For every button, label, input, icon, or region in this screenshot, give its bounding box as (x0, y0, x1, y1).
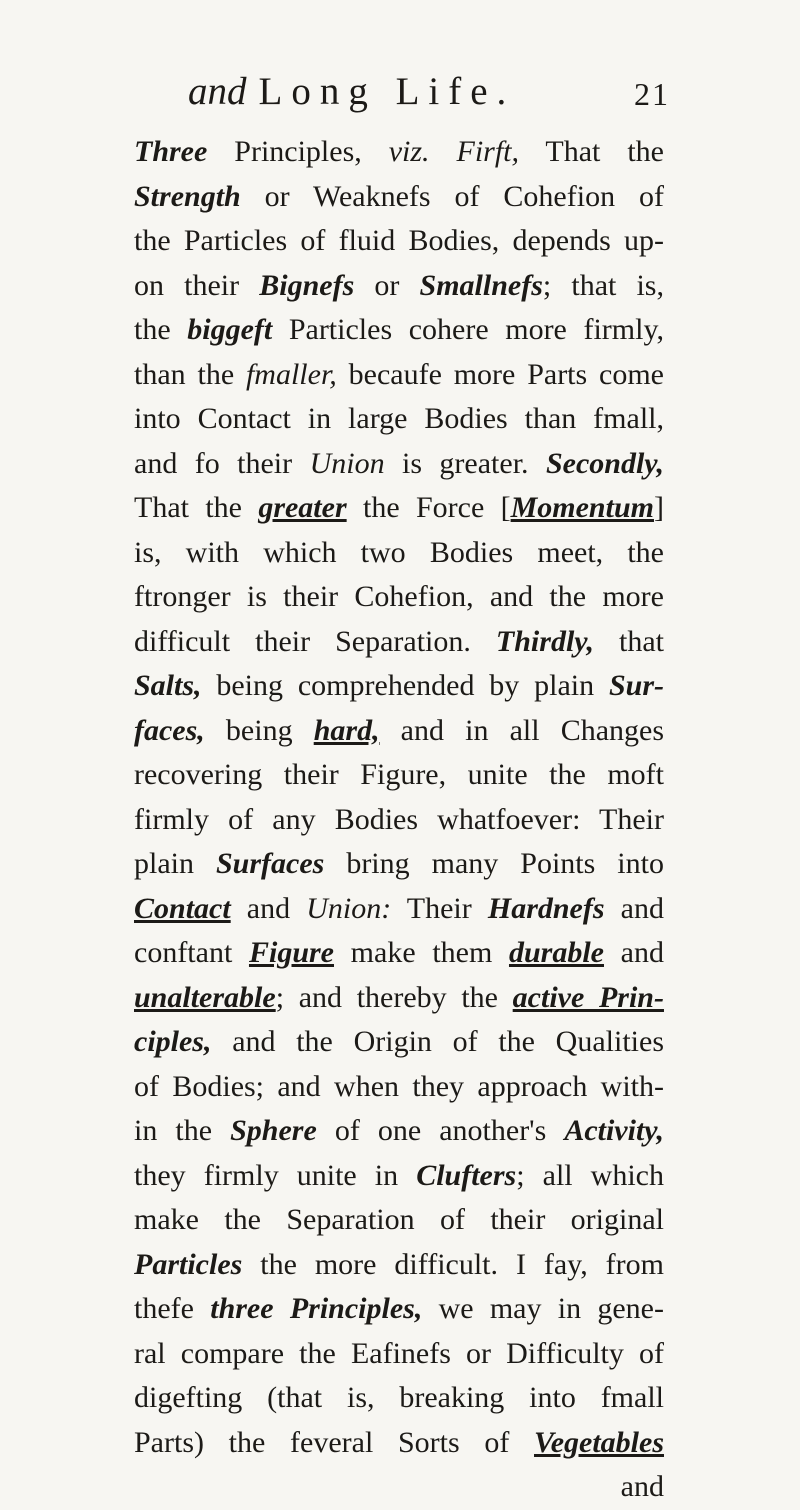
text-segment: Momentum (510, 491, 654, 524)
text-line (134, 1109, 664, 1154)
text-segment: hard, (313, 713, 380, 747)
running-title: Long Life. (258, 70, 516, 113)
text-segment: ral compare the Eafinefs or Difficulty of (134, 1336, 664, 1370)
text-segment: Union: (306, 891, 392, 925)
text-segment: on their (134, 268, 260, 302)
text-line (134, 1332, 664, 1377)
text-line (134, 175, 664, 220)
text-segment: Clufters (416, 1158, 517, 1192)
text-line (134, 1287, 664, 1332)
text-line (134, 709, 664, 754)
text-line (134, 397, 664, 442)
text-line (134, 1020, 664, 1065)
text-line (134, 1465, 664, 1510)
text-segment: Secondly, (545, 446, 664, 480)
text-segment: Parts) the feveral Sorts of (134, 1425, 535, 1459)
text-line (134, 753, 664, 798)
text-segment: Hardnefs (487, 891, 605, 925)
text-segment: Salts, (134, 669, 202, 702)
text-line (134, 1154, 664, 1199)
text-line (134, 842, 664, 887)
text-line (134, 1243, 664, 1288)
text-line (134, 1065, 664, 1110)
text-line (134, 308, 664, 353)
text-segment: That the (519, 135, 664, 168)
text-segment: firmly of any Bodies whatfoever: Their (134, 802, 664, 836)
text-line (134, 1376, 664, 1421)
text-segment: and (230, 891, 307, 925)
header-and: and (188, 70, 247, 113)
text-segment: Contact (134, 891, 231, 925)
text-segment: Thirdly, (495, 624, 594, 658)
text-segment: and the Origin of the Qualities (211, 1025, 664, 1058)
text-segment: biggeft (187, 313, 273, 346)
text-line (134, 887, 664, 932)
text-line (134, 976, 664, 1021)
text-segment: than the (134, 357, 246, 391)
text-segment: of Bodies; and when they approach with- (134, 1069, 664, 1103)
text-segment: make them (334, 936, 509, 969)
text-line (134, 575, 664, 620)
text-segment: Principles, (207, 135, 389, 168)
text-segment: the Force [ (346, 491, 511, 524)
text-segment: faces, (134, 713, 205, 747)
text-segment: and fo their (134, 446, 310, 480)
text-segment: ; that is, (542, 268, 664, 302)
text-segment: we may in gene- (422, 1292, 664, 1325)
text-segment: and (620, 1470, 664, 1503)
text-line (134, 130, 664, 175)
text-segment: Firft, (456, 135, 520, 168)
text-segment: plain (134, 847, 216, 880)
text-line (134, 442, 664, 487)
text-segment: That the (134, 491, 259, 524)
text-line (134, 664, 664, 709)
running-header (188, 70, 670, 114)
text-segment: is, with which two Bodies meet, the (134, 535, 664, 569)
text-segment: or Weaknefs of Cohefion of (240, 179, 664, 213)
text-segment: and in all Changes (379, 713, 665, 747)
text-segment: ] (653, 491, 664, 524)
text-segment: Surfaces (215, 847, 325, 880)
page-number: 21 (634, 76, 670, 112)
text-segment: into Contact in large Bodies than fmall, (134, 402, 664, 435)
text-segment: ; and thereby the (275, 980, 513, 1014)
text-segment: fmaller, (245, 357, 337, 391)
text-segment: Sphere (230, 1114, 317, 1147)
text-segment: unalterable (134, 980, 276, 1014)
text-segment: that (593, 624, 664, 658)
text-segment: and (604, 891, 664, 925)
text-segment: recovering their Figure, unite the moft (134, 758, 664, 791)
text-segment: thefe (134, 1292, 211, 1325)
text-segment: Vegetables (534, 1425, 664, 1459)
text-segment: difficult their Separation. (134, 624, 496, 658)
text-segment: Sur- (608, 669, 664, 702)
text-segment: Activity, (564, 1114, 664, 1147)
text-segment: digefting (that is, breaking into fmall (134, 1381, 664, 1414)
text-segment: Particles (134, 1247, 243, 1281)
text-line (134, 353, 664, 398)
text-segment: Figure (248, 936, 334, 969)
text-segment: bring many Points into (324, 847, 664, 880)
text-segment: ; all which (516, 1158, 664, 1192)
text-segment: or (354, 268, 420, 302)
text-line (134, 219, 664, 264)
text-segment: they firmly unite in (134, 1158, 417, 1192)
text-line (134, 1198, 664, 1243)
text-segment: the (134, 313, 188, 346)
text-segment: greater (258, 491, 347, 524)
text-segment: being comprehended by plain (201, 669, 609, 702)
text-segment: in the (134, 1114, 231, 1147)
text-segment: durable (508, 936, 604, 969)
text-segment: Bignefs (259, 268, 355, 302)
text-line (134, 798, 664, 843)
text-segment: being (204, 713, 314, 747)
text-segment: Their (391, 891, 488, 925)
text-segment: make the Separation of their original (134, 1203, 664, 1236)
text-line (134, 1421, 664, 1466)
text-segment (430, 135, 457, 168)
text-segment: is greater. (384, 446, 546, 480)
text-line (134, 931, 664, 976)
text-segment: and (604, 936, 664, 969)
text-line (134, 264, 664, 309)
text-segment: conftant (134, 936, 249, 969)
text-line (134, 620, 664, 665)
text-segment: active Prin- (512, 980, 664, 1014)
text-segment: viz. (388, 135, 430, 168)
text-segment: the Particles of fluid Bodies, depends up- (134, 224, 664, 257)
text-segment: of one another's (316, 1114, 565, 1147)
text-segment: Smallnefs (419, 268, 543, 302)
text-segment: the more difficult. I fay, from (242, 1247, 664, 1281)
text-segment: ciples, (134, 1025, 212, 1058)
text-segment: ftronger is their Cohefion, and the more (134, 580, 664, 613)
text-segment: three Principles, (210, 1292, 423, 1325)
text-line (134, 486, 664, 531)
text-segment: Union (309, 446, 385, 480)
body-text (134, 130, 664, 1510)
text-segment: Particles cohere more firmly, (272, 313, 664, 346)
text-line (134, 531, 664, 576)
text-segment: becaufe more Parts come (336, 357, 664, 391)
text-segment: Strength (134, 179, 241, 213)
text-segment: Three (134, 135, 208, 168)
